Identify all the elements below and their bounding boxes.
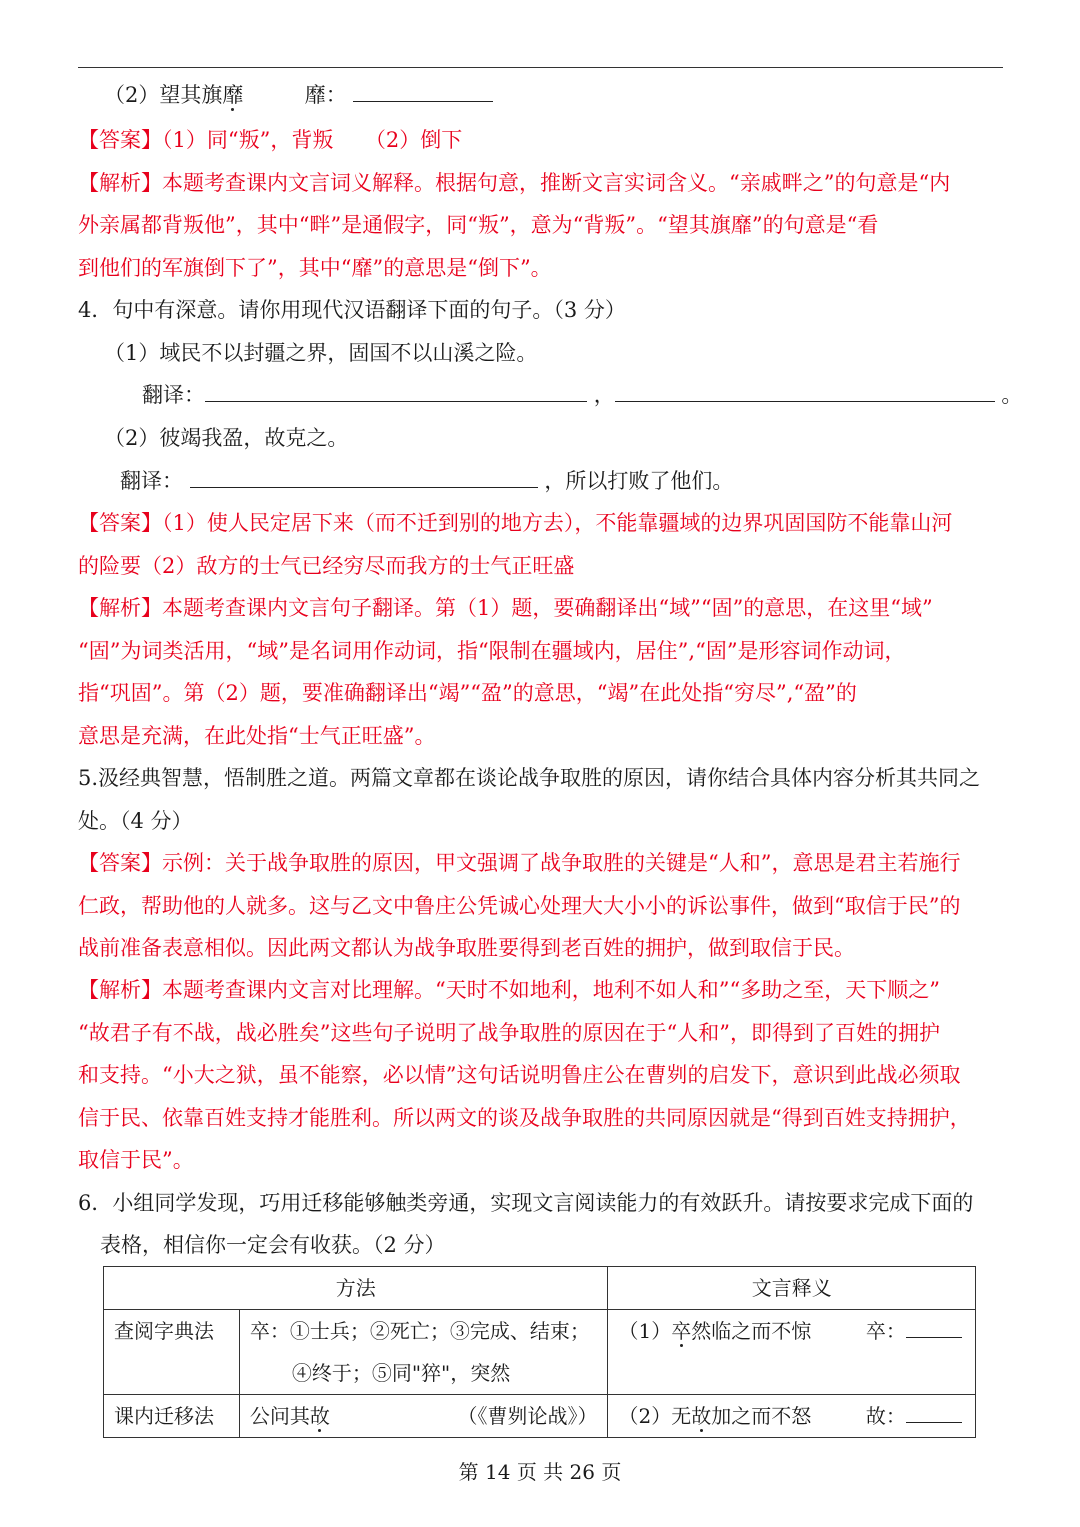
q5-analysis-line: 信于民、依靠百姓支持才能胜利。所以两文的谈及战争取胜的共同原因就是“得到百姓支持拥护， <box>78 1106 971 1130</box>
q4-answer-line: 的险要（2）敌方的士气已经穷尽而我方的士气正旺盛 <box>78 554 575 578</box>
q4-sentence-1: （1）域民不以封疆之界，固国不以山溪之险。 <box>104 341 538 365</box>
answer-blank[interactable] <box>906 1311 962 1338</box>
q5-analysis-line: 和支持。“小大之狱，虽不能察，必以情”这句话说明鲁庄公在曹刿的启发下，意识到此战必须取 <box>78 1063 961 1087</box>
answer-blank[interactable] <box>906 1396 962 1423</box>
q5-answer: 【答案】示例：关于战争取胜的原因，甲文强调了战争取胜的关键是“人和”，意思是君主若施行 <box>78 851 961 875</box>
q5-answer-line: 仁政，帮助他的人就多。这与乙文中鲁庄公凭诚心处理大大小小的诉讼事件，做到“取信于民”的 <box>78 894 961 918</box>
q3-answer: 【答案】（1）同“叛”，背叛 （2）倒下 <box>78 128 463 152</box>
q4-translate-2: 翻译： ，所以打败了他们。 <box>120 460 1050 502</box>
header-meaning: 文言释义 <box>608 1267 976 1310</box>
translation-blank[interactable] <box>190 461 538 488</box>
translation-blank[interactable] <box>615 375 995 402</box>
q4-analysis-line: 意思是充满，在此处指“士气正旺盛”。 <box>78 724 436 748</box>
q4-stem: 4．句中有深意。请你用现代汉语翻译下面的句子。（3 分） <box>78 298 626 322</box>
page-footer: 第 14 页 共 26 页 <box>458 1460 622 1484</box>
q3-analysis-line: 外亲属都背叛他”，其中“畔”是通假字，同“叛”，意为“背叛”。“望其旗靡”的句意是“看 <box>78 213 879 237</box>
answer-blank[interactable] <box>353 75 493 102</box>
meaning-cell: （2）无故加之而不怒 故： <box>608 1395 976 1438</box>
q3-analysis-line: 到他们的军旗倒下了”，其中“靡”的意思是“倒下”。 <box>78 256 552 280</box>
header-rule <box>78 67 1003 68</box>
translation-blank[interactable] <box>205 375 587 402</box>
desc-cell: 卒：①士兵；②死亡；③完成、结束； ④终于；⑤同"猝"，突然 <box>239 1310 608 1395</box>
meaning-cell: （1）卒然临之而不惊 卒： <box>608 1310 976 1395</box>
q5-analysis-line: 【解析】本题考查课内文言对比理解。“天时不如地利，地利不如人和”“多助之至，天下顺之” <box>78 978 940 1002</box>
header-method: 方法 <box>104 1267 608 1310</box>
emphasis-char: 靡 <box>222 83 244 107</box>
table-header-row <box>104 1267 976 1310</box>
method-cell: 课内迁移法 <box>104 1395 240 1438</box>
q5-analysis-line: 取信于民”。 <box>78 1148 194 1172</box>
method-cell: 查阅字典法 <box>104 1310 240 1395</box>
method-table <box>103 1266 976 1438</box>
q4-sentence-2: （2）彼竭我盈，故克之。 <box>104 426 349 450</box>
q5-stem: 处。（4 分） <box>78 809 193 833</box>
q3-analysis-line: 【解析】本题考查课内文言词义解释。根据句意，推断文言实词含义。“亲戚畔之”的句意是“内 <box>78 171 951 195</box>
q4-translate-1: 翻译： ， 。 <box>142 374 1072 416</box>
q3-sub2: （2）望其旗靡 靡： <box>104 74 1034 116</box>
q5-answer-line: 战前准备表意相似。因此两文都认为战争取胜要得到老百姓的拥护，做到取信于民。 <box>78 936 855 960</box>
q4-answer: 【答案】（1）使人民定居下来（而不迁到别的地方去），不能靠疆域的边界巩固国防不能靠山河 <box>78 511 953 535</box>
q6-stem: 表格，相信你一定会有收获。（2 分） <box>100 1233 446 1257</box>
q4-analysis-line: 指“巩固”。第（2）题，要准确翻译出“竭”“盈”的意思，“竭”在此处指“穷尽”,“盈”的 <box>78 681 857 705</box>
q5-analysis-line: “故君子有不战，战必胜矣”这些句子说明了战争取胜的原因在于“人和”，即得到了百姓的拥护 <box>78 1021 940 1045</box>
q4-analysis-line: 【解析】本题考查课内文言句子翻译。第（1）题，要确翻译出“域”“固”的意思，在这里“域” <box>78 596 933 620</box>
desc-cell: 公问其故 （《曹刿论战》） <box>239 1395 608 1438</box>
q4-analysis-line: “固”为词类活用，“域”是名词用作动词，指“限制在疆域内，居住”,“固”是形容词作动词， <box>78 639 906 663</box>
table-row <box>104 1310 976 1395</box>
q5-stem: 5.汲经典智慧，悟制胜之道。两篇文章都在谈论战争取胜的原因，请你结合具体内容分析其共同之 <box>78 766 981 790</box>
table-row <box>104 1395 976 1438</box>
q6-stem: 6．小组同学发现，巧用迁移能够触类旁通，实现文言阅读能力的有效跃升。请按要求完成下面的 <box>78 1191 974 1215</box>
